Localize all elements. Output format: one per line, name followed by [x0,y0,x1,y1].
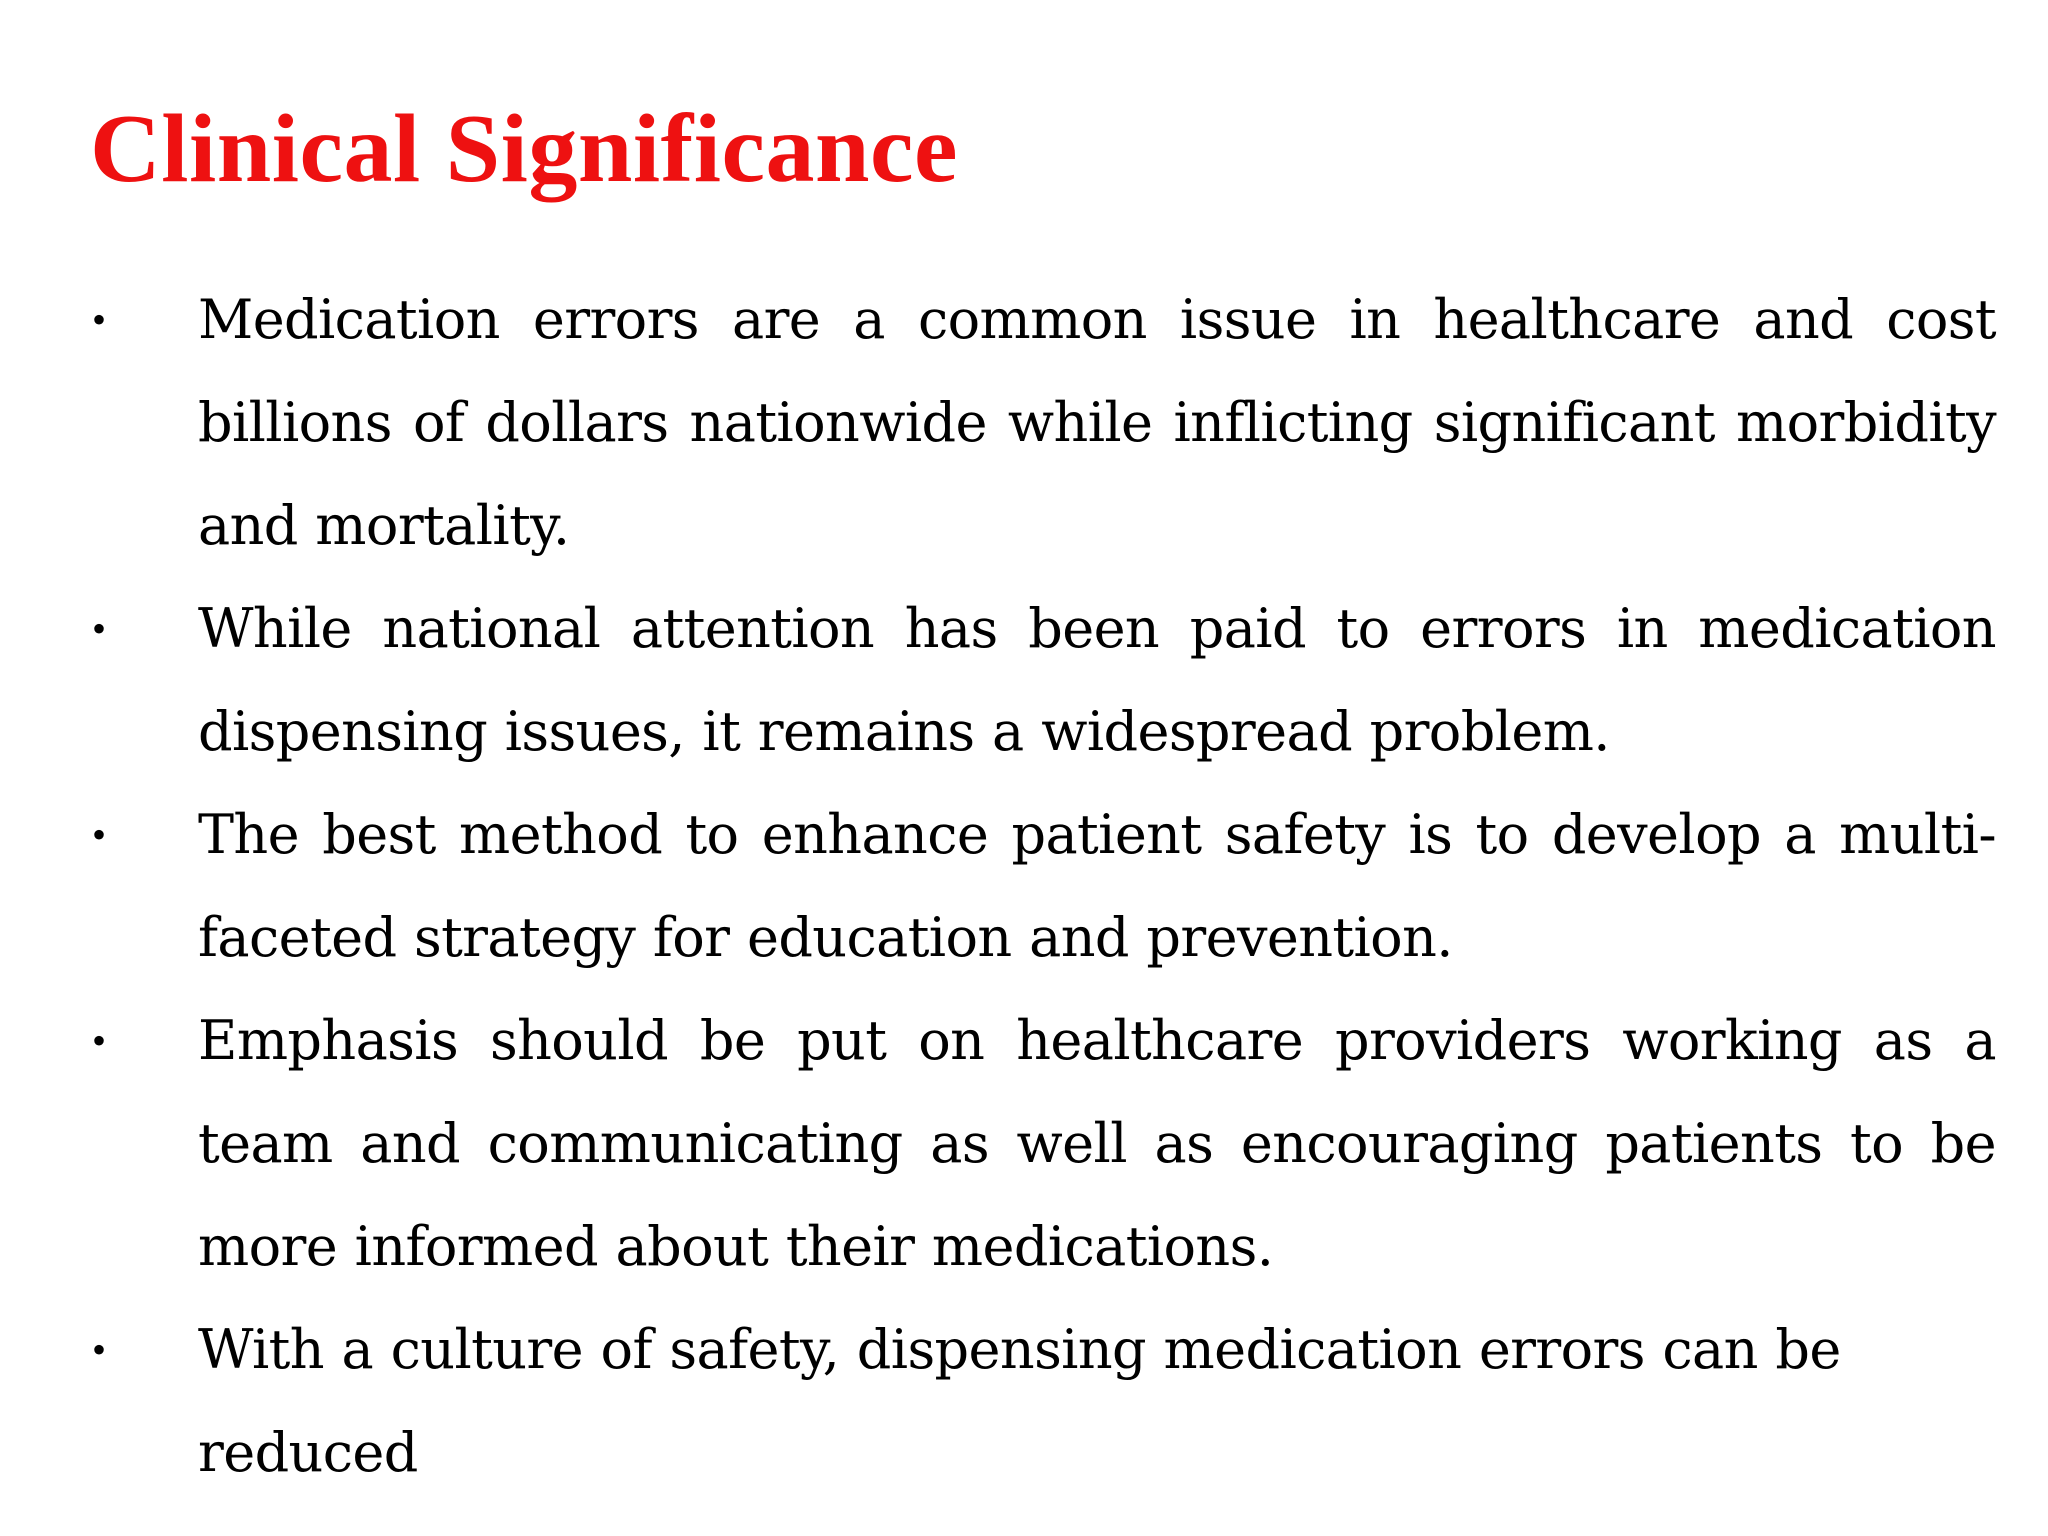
bullet-text-1: Medication errors are a common issue in healthcare and cost billions of dollars nationwide while inflicting significant morbidity and mortality. [198,288,1996,557]
bullet-item-3 [88,783,1996,989]
bullet-text-3: The best method to enhance patient safety is to develop a multi-faceted strategy for education and prevention. [198,803,1996,969]
bullet-item-2 [88,577,1996,783]
bullet-dot-icon: • [92,606,107,651]
slide-title: Clinical Significance [90,95,958,203]
bullet-dot-icon: • [92,1018,107,1063]
bullet-text-5: With a culture of safety, dispensing medication errors can be reduced [198,1318,1841,1484]
bullet-dot-icon: • [92,812,107,857]
bullet-item-1 [88,268,1996,577]
bullet-dot-icon: • [92,297,107,342]
bullet-item-4 [88,989,1996,1298]
bullet-text-2: While national attention has been paid to errors in medication dispensing issues, it remains a widespread problem. [198,597,1996,763]
bullet-item-5 [88,1298,1996,1504]
bullet-text-4: Emphasis should be put on healthcare providers working as a team and communicating as well as encouraging patients to be more informed about their medications. [198,1009,1996,1278]
bullet-list [88,268,1996,1504]
bullet-dot-icon: • [92,1327,107,1372]
